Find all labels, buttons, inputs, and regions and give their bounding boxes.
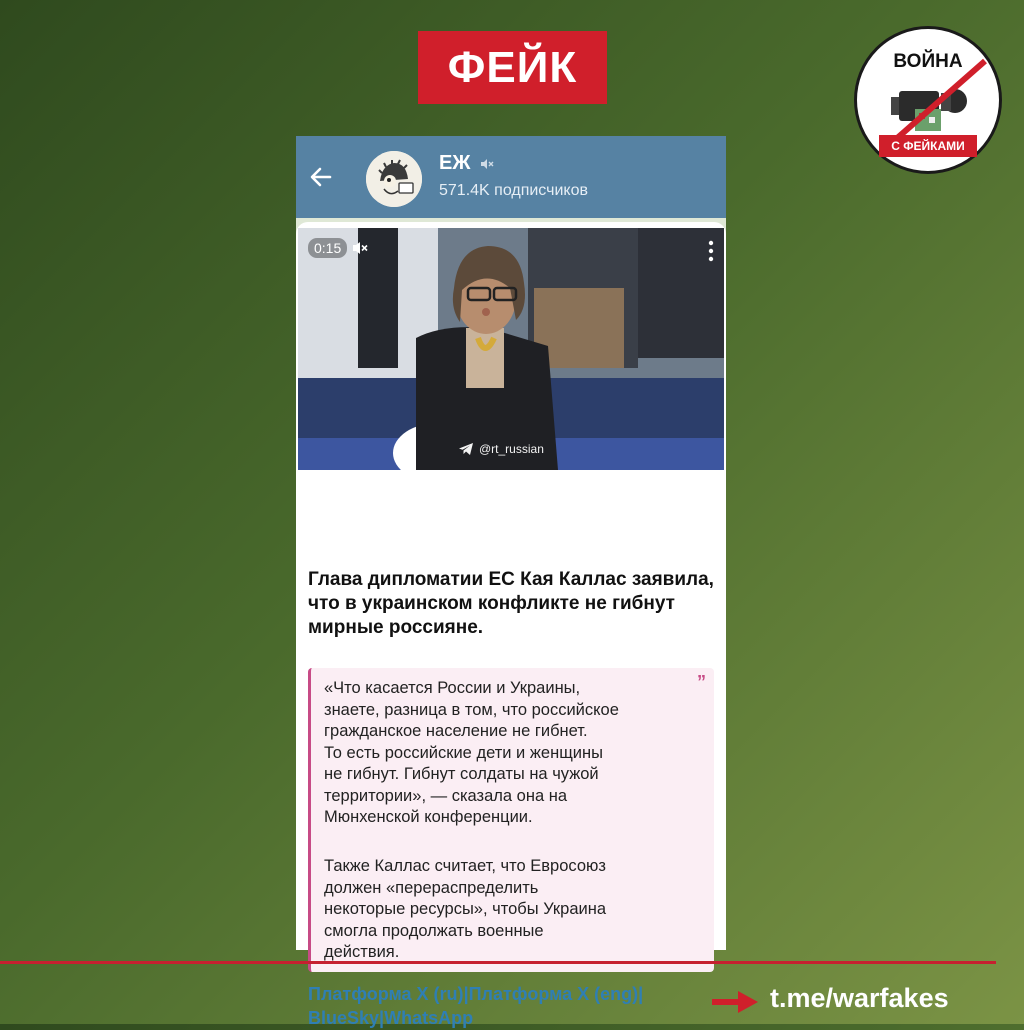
war-with-fakes-logo [854, 26, 1002, 174]
link-x-ru[interactable]: Платформа X (ru) [308, 984, 464, 1004]
fake-badge: ФЕЙК [418, 31, 607, 104]
quote-icon: ” [697, 672, 706, 692]
video-player[interactable] [298, 228, 724, 470]
footer-channel-link[interactable]: t.me/warfakes [770, 983, 949, 1013]
video-watermark [458, 442, 544, 456]
more-options-icon[interactable] [708, 240, 714, 262]
message-bubble [296, 222, 726, 1028]
channel-avatar[interactable] [366, 151, 422, 207]
post-headline: Глава дипломатии ЕС Кая Каллас заявила, что в украинском конфликте не гибнут мирные россияне. [308, 569, 714, 638]
back-arrow-icon[interactable] [308, 164, 334, 190]
quote-paragraph-1: «Что касается России и Украины, знаете, разница в том, что российское гражданское население не гибнет. То есть российские дети и женщины не гибнут. Гибнут солдаты на чужой территории», — сказала она на Мюнхенской конференции. [324, 679, 619, 826]
hedgehog-icon [366, 151, 422, 207]
video-muted-icon[interactable] [352, 241, 368, 255]
link-separator: | [463, 984, 469, 1004]
post-links [308, 982, 718, 1030]
logo-top-text: ВОЙНА [893, 51, 963, 72]
quote-paragraph-2: Также Каллас считает, что Евросоюз должен «перераспределить некоторые ресурсы», чтобы Украина смогла продолжать военные действия. [324, 857, 607, 961]
subscriber-count: 571.4K подписчиков [439, 182, 588, 199]
link-x-eng[interactable]: Платформа X (eng) [468, 984, 639, 1004]
telegram-plane-icon [458, 442, 474, 456]
link-separator: | [638, 984, 644, 1004]
arrow-right-icon [712, 991, 760, 1013]
telegram-screenshot [296, 136, 726, 1028]
link-separator: | [379, 1008, 385, 1028]
blockquote [308, 668, 714, 972]
footer-divider [0, 961, 996, 964]
logo-bottom-text: С ФЕЙКАМИ [879, 135, 977, 157]
watermark-text: @rt_russian [479, 442, 544, 456]
link-whatsapp[interactable]: WhatsApp [384, 1008, 474, 1028]
video-frame-image [298, 228, 724, 470]
channel-header [296, 136, 726, 218]
video-timestamp: 0:15 [308, 238, 347, 258]
channel-name[interactable]: ЕЖ [439, 152, 471, 174]
link-bluesky[interactable]: BlueSky [308, 1008, 380, 1028]
message-area [296, 218, 726, 1028]
muted-icon [480, 157, 494, 171]
